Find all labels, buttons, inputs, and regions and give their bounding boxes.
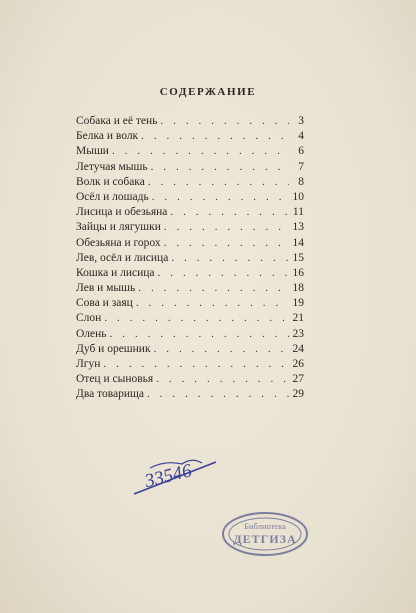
stamp-line-1: Библиотека <box>244 521 286 531</box>
toc-entry-title: Мыши <box>76 145 109 158</box>
toc-dot-leader <box>152 190 289 205</box>
toc-entry <box>76 205 304 220</box>
toc-entry <box>76 236 304 251</box>
toc-dot-leader <box>147 387 289 402</box>
toc-dot-leader <box>160 114 289 129</box>
toc-entry <box>76 220 304 235</box>
toc-entry-page: 11 <box>292 206 304 219</box>
toc-entry-page: 3 <box>298 115 304 127</box>
toc-entry-page: 26 <box>292 358 304 370</box>
toc-entry-title: Сова и заяц <box>76 297 133 310</box>
toc-entry <box>76 327 304 342</box>
toc-entry-page: 4 <box>298 130 304 143</box>
toc-entry-title: Кошка и лисица <box>76 266 155 279</box>
toc-entry-page: 19 <box>292 297 304 310</box>
toc-entry <box>76 114 304 129</box>
toc-entry <box>76 296 304 311</box>
toc-entry <box>76 251 304 266</box>
toc-dot-leader <box>138 281 289 296</box>
page-title: СОДЕРЖАНИЕ <box>159 86 257 98</box>
toc-entry <box>76 190 304 205</box>
toc-entry-page: 10 <box>292 190 304 203</box>
stamp-line-2: ДЕТГИЗА <box>233 532 297 546</box>
toc-entry <box>76 372 304 387</box>
toc-entry-title: Лисица и обезьяна <box>76 206 168 219</box>
toc-dot-leader <box>156 372 289 387</box>
toc-entry-page: 14 <box>292 236 304 249</box>
toc-entry <box>76 144 304 159</box>
table-of-contents <box>76 114 304 403</box>
handwritten-inventory-number <box>130 448 220 498</box>
toc-entry <box>76 175 304 190</box>
toc-entry-title: Олень <box>76 327 107 340</box>
toc-entry-title: Слон <box>76 312 102 325</box>
toc-entry-title: Лев и мышь <box>76 282 136 295</box>
toc-entry-page: 16 <box>292 266 304 279</box>
toc-entry-page: 23 <box>292 327 304 340</box>
toc-entry-title: Дуб и орешник <box>76 342 151 355</box>
toc-entry-title: Собака и её тень <box>76 115 158 127</box>
toc-entry <box>76 387 304 402</box>
toc-dot-leader <box>158 266 289 281</box>
toc-entry-page: 7 <box>298 160 304 173</box>
toc-entry-title: Два товарища <box>76 388 144 401</box>
toc-entry-page: 21 <box>292 312 304 325</box>
toc-dot-leader <box>110 327 289 342</box>
toc-entry-title: Белка и волк <box>76 130 139 143</box>
toc-entry <box>76 129 304 144</box>
toc-entry <box>76 281 304 296</box>
toc-dot-leader <box>164 220 289 235</box>
toc-entry-page: 18 <box>292 282 304 295</box>
toc-entry <box>76 342 304 357</box>
toc-dot-leader <box>170 205 289 220</box>
toc-dot-leader <box>151 160 289 175</box>
toc-entry <box>76 357 304 372</box>
toc-dot-leader <box>136 296 289 311</box>
toc-dot-leader <box>154 342 289 357</box>
toc-entry <box>76 311 304 326</box>
toc-entry-page: 6 <box>298 145 304 158</box>
toc-entry-title: Летучая мышь <box>76 160 148 173</box>
toc-entry-title: Обезьяна и горох <box>76 236 161 249</box>
toc-entry-page: 13 <box>292 221 304 234</box>
toc-entry-page: 8 <box>298 175 304 188</box>
toc-entry <box>76 160 304 175</box>
toc-entry-page: 29 <box>292 388 304 401</box>
toc-entry <box>76 266 304 281</box>
toc-dot-leader <box>148 175 289 190</box>
toc-dot-leader <box>103 357 289 372</box>
toc-entry-page: 24 <box>292 342 304 355</box>
handwritten-number-text: 33546 <box>142 460 194 493</box>
toc-dot-leader <box>164 236 289 251</box>
toc-entry-title: Волк и собака <box>76 175 145 188</box>
toc-entry-title: Лгун <box>76 358 101 370</box>
toc-dot-leader <box>171 251 289 266</box>
library-stamp <box>220 510 310 558</box>
toc-entry-title: Зайцы и лягушки <box>76 221 161 234</box>
toc-entry-page: 15 <box>292 251 304 264</box>
toc-entry-page: 27 <box>292 373 304 386</box>
toc-entry-title: Осёл и лошадь <box>76 190 149 203</box>
toc-entry-title: Отец и сыновья <box>76 373 154 386</box>
toc-dot-leader <box>112 144 289 159</box>
toc-entry-title: Лев, осёл и лисица <box>76 251 169 264</box>
toc-dot-leader <box>141 129 289 144</box>
toc-dot-leader <box>104 311 289 326</box>
